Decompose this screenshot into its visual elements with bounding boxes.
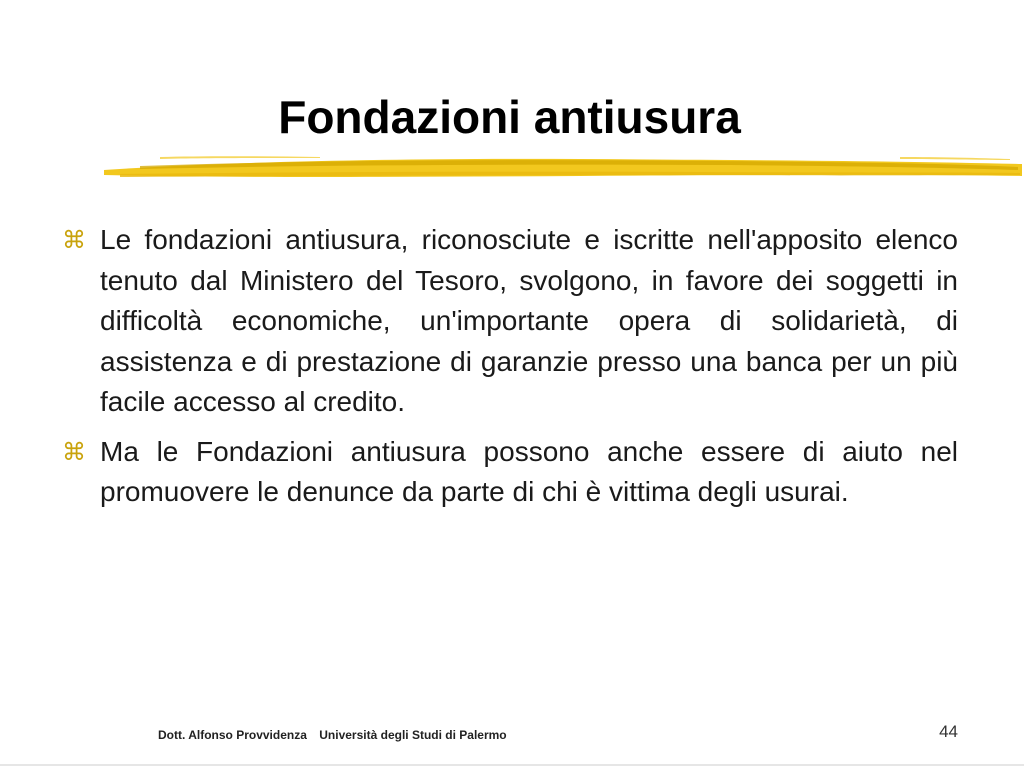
- bullet-item-1: [62, 220, 958, 423]
- bullet-item-2: [62, 432, 958, 513]
- bullet-list: [62, 220, 958, 522]
- footer-institution: Università degli Studi di Palermo: [319, 728, 507, 742]
- command-key-icon: ⌘: [62, 437, 86, 466]
- bullet-text: Ma le Fondazioni antiusura possono anche essere di aiuto nel promuovere le denunce da parte di chi è vittima degli usurai.: [100, 435, 958, 507]
- bottom-divider: [0, 764, 1024, 766]
- bullet-text: Le fondazioni antiusura, riconosciute e iscritte nell'apposito elenco tenuto dal Ministero del Tesoro, svolgono, in favore dei soggetti in difficoltà economiche, un'importante opera di solidarietà, di assistenza e di prestazione di garanzie presso una banca per un più facile accesso al credito.: [100, 224, 958, 417]
- footer: [158, 728, 507, 742]
- title-underline-brushstroke: [100, 148, 1024, 188]
- page-number: 44: [939, 722, 958, 741]
- slide-title: Fondazioni antiusura: [278, 91, 741, 143]
- command-key-icon: ⌘: [62, 226, 86, 254]
- footer-author: Dott. Alfonso Provvidenza: [158, 728, 307, 742]
